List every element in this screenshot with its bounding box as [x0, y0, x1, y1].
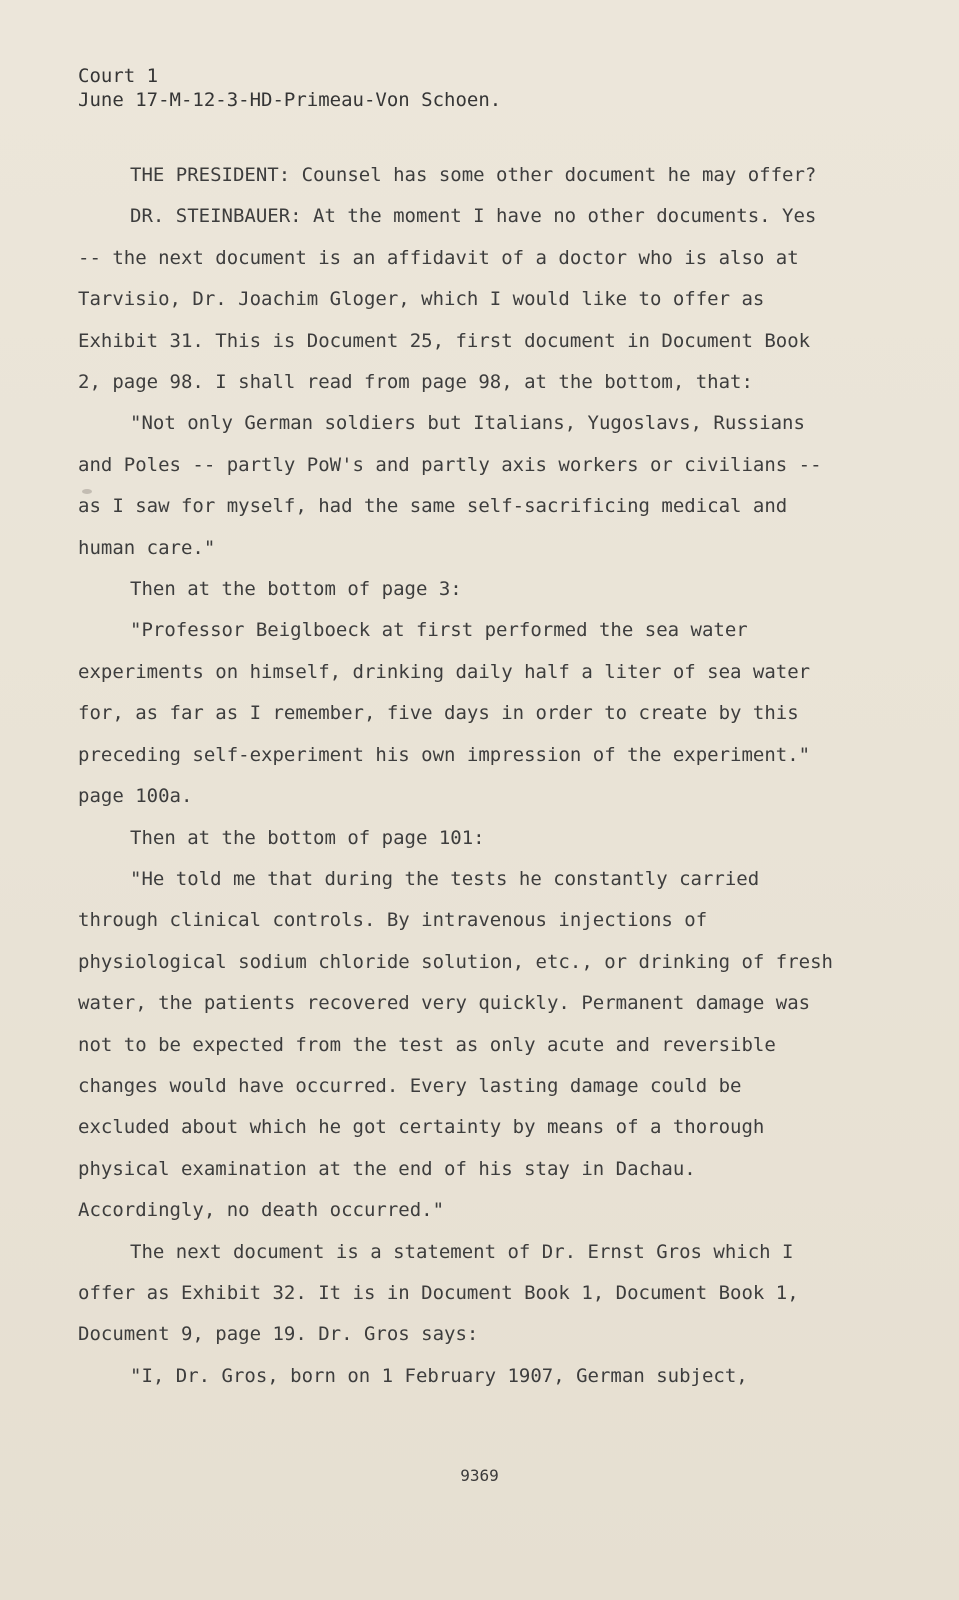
paragraph-steinbauer: DR. STEINBAUER: At the moment I have no other documents. Yes -- the next document is an affidavit of a doctor who is also at Tarvisio, Dr. Joachim Gloger, which I would like to offer as Exhibit 31. This is Document 25, first document in Document Book 2, page 98. I shall read from page 98, at the bottom, that:: [78, 205, 817, 394]
paragraph-quote-controls: "He told me that during the tests he constantly carried through clinical controls. By intravenous injections of physiological sodium chloride solution, etc., or drinking of fresh water, the patients recovered very quickly. Permanent damage was not to be expected from the test as only acute and reversible changes would have occurred. Every lasting damage could be excluded about which he got certainty by means of a thorough physical examination at the end of his stay in Dachau. Accordingly, no death occurred.": [78, 867, 833, 1222]
page-number: 9369: [460, 1466, 499, 1485]
paragraph-president: THE PRESIDENT: Counsel has some other document he may offer?: [130, 164, 817, 186]
transcript-body: [78, 155, 838, 1397]
paragraph-next-document: The next document is a statement of Dr. Ernst Gros which I offer as Exhibit 32. It is in Document Book 1, Document Book 1, Document 9, page 19. Dr. Gros says:: [78, 1240, 799, 1346]
paragraph-quote-gros: "I, Dr. Gros, born on 1 February 1907, German subject,: [130, 1364, 748, 1387]
session-line: June 17-M-12-3-HD-Primeau-Von Schoen.: [78, 89, 502, 111]
paragraph-quote-beiglboeck: "Professor Beiglboeck at first performed the sea water experiments on himself, drinking daily half a liter of sea water for, as far as I remember, five days in order to create by this preceding self-experiment his own impression of the experiment." page 100a.: [78, 619, 811, 808]
paragraph-page101: Then at the bottom of page 101:: [130, 826, 485, 849]
paragraph-page3: Then at the bottom of page 3:: [130, 578, 462, 601]
header: [78, 64, 501, 112]
court-line: Court 1: [78, 65, 159, 87]
paragraph-quote-soldiers: "Not only German soldiers but Italians, Yugoslavs, Russians and Poles -- partly PoW's and partly axis workers or civilians -- as I saw for myself, had the same self-sacrificing medical and human care.": [78, 412, 822, 559]
